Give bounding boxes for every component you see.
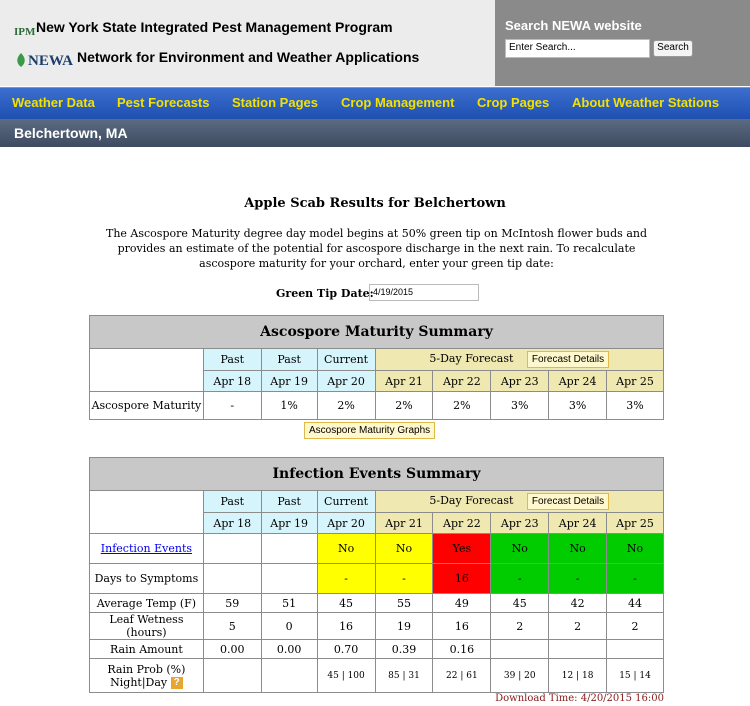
location-label: Belchertown, MA <box>14 125 128 141</box>
rain-cell <box>549 640 607 659</box>
forecast-details-button[interactable]: Forecast Details <box>527 351 609 368</box>
wetness-cell: 2 <box>607 613 664 640</box>
symptoms-cell: - <box>549 564 607 594</box>
prob-cell <box>261 659 317 693</box>
maturity-cell: 2% <box>317 392 375 420</box>
newa-logo-icon: NEWA <box>14 52 73 70</box>
event-cell: No <box>607 534 664 564</box>
network-title-text: Network for Environment and Weather Applications <box>77 49 420 65</box>
ascospore-table-title: Ascospore Maturity Summary <box>90 316 664 349</box>
nav-weather-data[interactable]: Weather Data <box>12 95 95 110</box>
wetness-cell: 0 <box>261 613 317 640</box>
header-forecast <box>375 491 663 513</box>
symptoms-cell: - <box>607 564 664 594</box>
nav-station-pages[interactable]: Station Pages <box>232 95 318 110</box>
temp-cell: 49 <box>433 594 491 613</box>
prob-cell: 45 | 100 <box>317 659 375 693</box>
intro-text: The Ascospore Maturity degree day model begins at 50% green tip on McIntosh flower buds and provides an estimate of the potential for ascospore discharge in the next rain. To recalculate ascospore maturity for your orchard, enter your green tip date: <box>106 227 647 270</box>
rain-cell: 0.00 <box>261 640 317 659</box>
symptoms-cell: - <box>375 564 433 594</box>
infection-events-table <box>89 457 664 693</box>
prob-cell: 39 | 20 <box>491 659 549 693</box>
search-title: Search NEWA website <box>505 18 642 33</box>
search-panel <box>495 0 750 86</box>
infection-table-title: Infection Events Summary <box>90 458 664 491</box>
temp-cell: 55 <box>375 594 433 613</box>
forecast-label: 5-Day Forecast <box>429 352 514 365</box>
date-cell: Apr 22 <box>433 371 491 392</box>
row-label-average-temp: Average Temp (F) <box>90 594 204 613</box>
search-input[interactable]: Enter Search... <box>505 39 650 58</box>
ipm-logo-icon: IPM <box>14 26 36 38</box>
rain-cell: 0.00 <box>203 640 261 659</box>
temp-cell: 51 <box>261 594 317 613</box>
temp-cell: 42 <box>549 594 607 613</box>
row-label-ascospore-maturity: Ascospore Maturity <box>90 392 204 420</box>
date-cell: Apr 20 <box>317 371 375 392</box>
temp-cell: 45 <box>491 594 549 613</box>
symptoms-cell: - <box>491 564 549 594</box>
event-cell: No <box>549 534 607 564</box>
network-title[interactable] <box>14 49 419 70</box>
download-time: Download Time: 4/20/2015 16:00 <box>495 693 664 704</box>
wetness-cell: 19 <box>375 613 433 640</box>
prob-cell <box>203 659 261 693</box>
maturity-cell: 2% <box>433 392 491 420</box>
maturity-cell: 2% <box>375 392 433 420</box>
wetness-cell: 2 <box>491 613 549 640</box>
date-cell: Apr 18 <box>203 513 261 534</box>
rain-cell: 0.70 <box>317 640 375 659</box>
symptoms-cell: 16 <box>433 564 491 594</box>
forecast-details-button[interactable]: Forecast Details <box>527 493 609 510</box>
symptoms-cell <box>203 564 261 594</box>
infection-events-link[interactable]: Infection Events <box>100 542 193 555</box>
wetness-cell: 2 <box>549 613 607 640</box>
maturity-cell: 1% <box>261 392 317 420</box>
row-label-days-to-symptoms: Days to Symptoms <box>90 564 204 594</box>
date-cell: Apr 19 <box>261 371 317 392</box>
header-blank <box>90 491 204 534</box>
search-button[interactable]: Search <box>653 40 693 57</box>
event-cell: Yes <box>433 534 491 564</box>
green-tip-date-input[interactable]: 4/19/2015 <box>369 284 479 301</box>
wetness-cell: 16 <box>433 613 491 640</box>
event-cell <box>203 534 261 564</box>
prob-cell: 85 | 31 <box>375 659 433 693</box>
row-label-infection-events[interactable] <box>90 534 204 564</box>
symptoms-cell: - <box>317 564 375 594</box>
maturity-cell: 3% <box>491 392 549 420</box>
prob-cell: 15 | 14 <box>607 659 664 693</box>
header-past: Past <box>203 349 261 371</box>
header-forecast <box>375 349 663 371</box>
event-cell: No <box>317 534 375 564</box>
nav-about-weather-stations[interactable]: About Weather Stations <box>572 95 720 110</box>
symptoms-cell <box>261 564 317 594</box>
maturity-cell: 3% <box>607 392 664 420</box>
rain-cell <box>491 640 549 659</box>
wetness-cell: 5 <box>203 613 261 640</box>
temp-cell: 59 <box>203 594 261 613</box>
nav-pest-forecasts[interactable]: Pest Forecasts <box>117 95 210 110</box>
date-cell: Apr 22 <box>433 513 491 534</box>
page-title: Apple Scab Results for Belchertown <box>244 196 506 211</box>
night-day-label: Night|Day <box>110 675 168 689</box>
nav-crop-pages[interactable]: Crop Pages <box>477 95 550 110</box>
rain-prob-label: Rain Prob (%) <box>107 662 186 676</box>
date-cell: Apr 25 <box>607 371 664 392</box>
date-cell: Apr 20 <box>317 513 375 534</box>
row-label-leaf-wetness: Leaf Wetness (hours) <box>90 613 204 640</box>
header-blank <box>90 349 204 392</box>
header-past: Past <box>203 491 261 513</box>
temp-cell: 45 <box>317 594 375 613</box>
rain-cell: 0.39 <box>375 640 433 659</box>
help-icon[interactable]: ? <box>171 677 183 689</box>
date-cell: Apr 24 <box>549 371 607 392</box>
temp-cell: 44 <box>607 594 664 613</box>
maturity-cell: - <box>203 392 261 420</box>
date-cell: Apr 23 <box>491 513 549 534</box>
nav-crop-management[interactable]: Crop Management <box>341 95 455 110</box>
header-past: Past <box>261 349 317 371</box>
prob-cell: 12 | 18 <box>549 659 607 693</box>
green-tip-label: Green Tip Date: <box>276 287 374 300</box>
row-label-rain-amount: Rain Amount <box>90 640 204 659</box>
event-cell: No <box>375 534 433 564</box>
program-title-text: New York State Integrated Pest Management Program <box>36 19 393 35</box>
maturity-cell: 3% <box>549 392 607 420</box>
rain-cell <box>607 640 664 659</box>
ascospore-maturity-graphs-button[interactable]: Ascospore Maturity Graphs <box>304 422 435 439</box>
date-cell: Apr 19 <box>261 513 317 534</box>
event-cell: No <box>491 534 549 564</box>
forecast-label: 5-Day Forecast <box>429 494 514 507</box>
date-cell: Apr 21 <box>375 513 433 534</box>
prob-cell: 22 | 61 <box>433 659 491 693</box>
header-current: Current <box>317 349 375 371</box>
ascospore-maturity-table <box>89 315 664 420</box>
date-cell: Apr 23 <box>491 371 549 392</box>
header-past: Past <box>261 491 317 513</box>
program-title[interactable] <box>14 19 393 42</box>
location-bar <box>0 119 750 147</box>
date-cell: Apr 24 <box>549 513 607 534</box>
row-label-rain-prob <box>90 659 204 693</box>
event-cell <box>261 534 317 564</box>
wetness-cell: 16 <box>317 613 375 640</box>
main-nav <box>0 87 750 120</box>
date-cell: Apr 25 <box>607 513 664 534</box>
date-cell: Apr 21 <box>375 371 433 392</box>
site-header <box>0 0 750 86</box>
header-current: Current <box>317 491 375 513</box>
rain-cell: 0.16 <box>433 640 491 659</box>
date-cell: Apr 18 <box>203 371 261 392</box>
